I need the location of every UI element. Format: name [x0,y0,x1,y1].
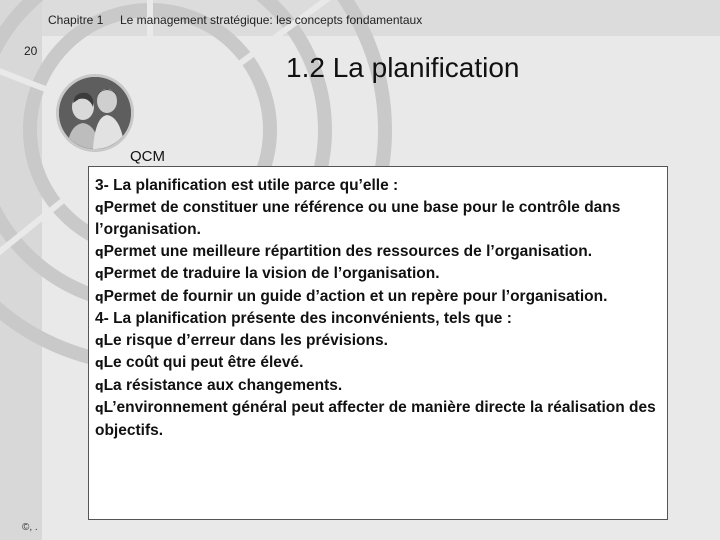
list-item [95,397,661,441]
option-text: Permet une meilleure répartition des ressources de l’organisation. [103,242,593,260]
checkbox-bullet-icon: q [95,267,104,281]
checkbox-bullet-icon: q [95,333,104,348]
footer-copyright: ©, . [22,522,38,533]
option-text: Permet de traduire la vision de l’organisation. [103,265,440,282]
list-item [95,241,661,264]
question-box [88,166,668,520]
checkbox-bullet-icon: q [95,200,104,215]
question-4: 4- La planification présente des inconvénients, tels que : [95,310,512,327]
slide-title: 1.2 La planification [286,52,520,83]
checkbox-bullet-icon: q [95,378,104,393]
question-3: 3- La planification est utile parce qu’elle : [95,177,399,194]
option-text: L’environnement général peut affecter de manière directe la réalisation des objectifs. [95,399,656,439]
list-item [95,286,661,309]
option-text: La résistance aux changements. [103,376,343,394]
checkbox-bullet-icon: q [95,356,104,370]
checkbox-bullet-icon: q [95,401,104,415]
list-item [95,352,661,375]
option-text: Permet de constituer une référence ou une base pour le contrôle dans l’organisation. [95,198,621,238]
list-item [95,263,661,286]
chapter-label: Chapitre 1 [48,13,104,27]
qcm-label: QCM [130,148,165,165]
list-item [95,375,661,398]
checkbox-bullet-icon: q [95,289,104,304]
option-text: Le coût qui peut être élevé. [103,354,304,371]
people-photo [56,74,134,152]
page-number: 20 [24,44,38,58]
list-item [95,330,661,353]
list-item [95,197,661,241]
checkbox-bullet-icon: q [95,244,104,259]
option-text: Le risque d’erreur dans les prévisions. [103,331,388,349]
chapter-title: Le management stratégique: les concepts fondamentaux [120,13,423,27]
option-text: Permet de fournir un guide d’action et un repère pour l’organisation. [103,287,608,305]
